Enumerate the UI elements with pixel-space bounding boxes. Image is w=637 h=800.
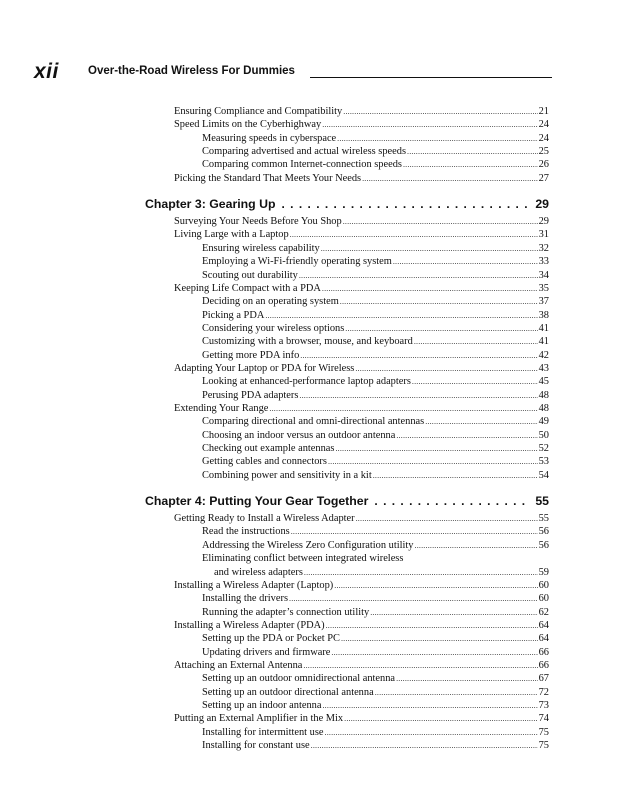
entry-page: 55 <box>538 513 549 525</box>
toc-section-entry[interactable] <box>174 282 549 295</box>
dot-leader <box>375 686 538 699</box>
entry-page: 53 <box>538 456 549 468</box>
entry-title: Chapter 4: Putting Your Gear Together <box>145 494 369 509</box>
toc-section-entry[interactable] <box>174 619 549 632</box>
toc-subsection-entry[interactable] <box>202 145 549 158</box>
entry-title: Adapting Your Laptop or PDA for Wireless <box>174 362 355 374</box>
entry-title: Speed Limits on the Cyberhighway <box>174 119 322 131</box>
dot-leader <box>289 592 538 605</box>
toc-subsection-entry[interactable] <box>202 632 549 645</box>
header-rule <box>310 77 552 78</box>
toc-subsection-entry[interactable] <box>202 309 549 322</box>
entry-title: Ensuring Compliance and Compatibility <box>174 106 343 117</box>
entry-title: Eliminating conflict between integrated wireless <box>202 553 404 565</box>
dot-leader <box>415 539 538 552</box>
entry-page: 56 <box>538 539 549 551</box>
dot-leader <box>282 196 530 212</box>
toc-section-entry[interactable] <box>174 215 549 228</box>
toc-section-entry[interactable] <box>174 512 549 525</box>
entry-page: 33 <box>538 256 549 268</box>
entry-title: Setting up an indoor antenna <box>202 700 322 711</box>
entry-page: 48 <box>538 403 549 414</box>
toc-subsection-entry[interactable] <box>202 349 549 362</box>
running-head-title: Over-the-Road Wireless For Dummies <box>88 65 295 77</box>
entry-title: Picking a PDA <box>202 309 265 321</box>
entry-page: 29 <box>535 197 549 212</box>
toc-subsection-entry[interactable] <box>202 699 549 712</box>
entry-page: 38 <box>538 309 549 321</box>
entry-title: Running the adapter’s connection utility <box>202 606 370 618</box>
toc-subsection-entry[interactable] <box>202 539 549 552</box>
entry-page: 52 <box>538 443 549 455</box>
entry-page: 54 <box>538 469 549 481</box>
toc-subsection-entry[interactable] <box>202 455 549 468</box>
toc-subsection-entry[interactable] <box>202 335 549 348</box>
toc-subsection-entry[interactable] <box>202 726 549 739</box>
entry-page: 31 <box>538 229 549 241</box>
dot-leader <box>343 105 537 118</box>
entry-title: Deciding on an operating system <box>202 296 339 308</box>
entry-page: 66 <box>538 646 549 658</box>
entry-title: Comparing advertised and actual wireless speeds <box>202 146 406 158</box>
toc-subsection-entry[interactable] <box>202 375 549 388</box>
entry-title: Combining power and sensitivity in a kit <box>202 469 372 481</box>
dot-leader <box>425 415 537 428</box>
entry-page: 72 <box>538 686 549 698</box>
entry-page: 55 <box>535 494 549 509</box>
toc-section-entry[interactable] <box>174 228 549 241</box>
entry-page: 50 <box>538 429 549 441</box>
dot-leader <box>337 132 537 145</box>
entry-title: Installing for intermittent use <box>202 726 324 738</box>
entry-page: 62 <box>538 606 549 618</box>
toc-subsection-entry[interactable] <box>202 322 549 335</box>
dot-leader <box>322 699 537 712</box>
dot-leader <box>325 726 538 739</box>
entry-title: Addressing the Wireless Zero Configuration utility <box>202 539 414 551</box>
dot-leader <box>356 512 538 525</box>
chapter-heading[interactable] <box>145 196 549 212</box>
entry-title: Getting more PDA info <box>202 349 300 361</box>
dot-leader <box>326 619 538 632</box>
chapter-heading[interactable] <box>145 493 549 509</box>
dot-leader <box>291 525 538 538</box>
entry-page: 56 <box>538 526 549 538</box>
entry-title: Measuring speeds in cyberspace <box>202 132 337 144</box>
entry-page: 27 <box>538 172 549 184</box>
entry-page: 34 <box>538 269 549 281</box>
entry-page: 42 <box>538 349 549 361</box>
entry-page: 73 <box>538 700 549 711</box>
toc-subsection-entry[interactable] <box>202 415 549 428</box>
dot-leader <box>334 579 537 592</box>
dot-leader <box>362 172 538 185</box>
dot-leader <box>300 349 537 362</box>
dot-leader <box>396 672 538 685</box>
entry-title: Keeping Life Compact with a PDA <box>174 282 321 294</box>
entry-title: Living Large with a Laptop <box>174 229 289 241</box>
toc-subsection-entry[interactable] <box>202 442 549 455</box>
dot-leader <box>370 606 537 619</box>
entry-page: 35 <box>538 282 549 294</box>
entry-title: Setting up an outdoor directional antenna <box>202 686 374 698</box>
dot-leader <box>344 712 537 725</box>
toc-subsection-entry[interactable] <box>202 158 549 171</box>
toc-section-entry[interactable] <box>174 362 549 375</box>
entry-page: 66 <box>538 659 549 671</box>
toc-subsection-entry[interactable] <box>202 739 549 752</box>
entry-title: Installing a Wireless Adapter (Laptop) <box>174 579 334 591</box>
toc-subsection-entry[interactable] <box>202 469 549 482</box>
toc-section-entry[interactable] <box>174 118 549 131</box>
entry-title: Getting cables and connectors <box>202 456 327 468</box>
entry-title: Picking the Standard That Meets Your Needs <box>174 172 362 184</box>
entry-page: 49 <box>538 416 549 428</box>
dot-leader <box>396 429 537 442</box>
entry-title: Putting an External Amplifier in the Mix <box>174 713 344 725</box>
toc-subsection-entry[interactable] <box>202 606 549 619</box>
toc-subsection-entry[interactable] <box>202 295 549 308</box>
entry-title: Employing a Wi-Fi-friendly operating system <box>202 256 392 268</box>
entry-page: 24 <box>538 132 549 144</box>
toc-section-entry[interactable] <box>174 105 549 118</box>
dot-leader <box>328 455 538 468</box>
entry-title: Looking at enhanced-performance laptop adapters <box>202 376 411 388</box>
toc-subsection-entry[interactable] <box>202 255 549 268</box>
entry-page: 32 <box>538 242 549 254</box>
toc-subsection-entry[interactable] <box>202 686 549 699</box>
entry-page: 64 <box>538 619 549 631</box>
toc-subsection-entry[interactable] <box>202 389 549 402</box>
entry-page: 59 <box>538 566 549 578</box>
entry-page: 29 <box>538 216 549 228</box>
entry-page: 74 <box>538 713 549 725</box>
entry-title: Attaching an External Antenna <box>174 659 303 671</box>
entry-page: 21 <box>538 106 549 117</box>
entry-page: 37 <box>538 296 549 308</box>
page-number: xii <box>34 60 59 83</box>
toc-section-entry[interactable] <box>174 712 549 725</box>
dot-leader <box>341 632 538 645</box>
entry-page: 60 <box>538 593 549 605</box>
entry-title: Read the instructions <box>202 526 290 538</box>
entry-title: Considering your wireless options <box>202 322 345 334</box>
entry-title: Updating drivers and firmware <box>202 646 331 658</box>
entry-title: Surveying Your Needs Before You Shop <box>174 216 342 228</box>
entry-title: Installing a Wireless Adapter (PDA) <box>174 619 325 631</box>
toc-subsection-entry[interactable] <box>202 269 549 282</box>
dot-leader <box>393 255 538 268</box>
entry-page: 48 <box>538 389 549 401</box>
dot-leader <box>403 158 538 171</box>
entry-title: Installing the drivers <box>202 593 288 605</box>
entry-page: 60 <box>538 579 549 591</box>
entry-page: 75 <box>538 726 549 738</box>
entry-title: Scouting out durability <box>202 269 298 281</box>
dot-leader <box>299 269 538 282</box>
dot-leader <box>340 295 538 308</box>
dot-leader <box>304 566 538 579</box>
dot-leader <box>331 646 537 659</box>
toc-subsection-entry[interactable] <box>202 592 549 605</box>
entry-page: 43 <box>538 362 549 374</box>
toc-section-entry[interactable] <box>174 172 549 185</box>
dot-leader <box>265 309 537 322</box>
entry-title: Chapter 3: Gearing Up <box>145 197 276 212</box>
toc-section-entry[interactable] <box>174 579 549 592</box>
toc-subsection-entry[interactable] <box>202 429 549 442</box>
entry-title: Installing for constant use <box>202 740 310 752</box>
dot-leader <box>311 739 538 752</box>
entry-page: 41 <box>538 322 549 334</box>
toc-subsection-entry[interactable] <box>202 525 549 538</box>
toc-subsection-entry[interactable] <box>202 242 549 255</box>
entry-page: 75 <box>538 740 549 752</box>
entry-title: Checking out example antennas <box>202 443 335 455</box>
entry-title: Comparing directional and omni-directional antennas <box>202 416 425 428</box>
dot-leader <box>345 322 537 335</box>
entry-title: Setting up the PDA or Pocket PC <box>202 633 340 645</box>
toc-section-entry[interactable] <box>174 402 549 415</box>
entry-title: Customizing with a browser, mouse, and keyboard <box>202 336 413 348</box>
entry-page: 25 <box>538 146 549 158</box>
dot-leader <box>290 228 538 241</box>
entry-title: and wireless adapters <box>214 566 303 578</box>
toc-section-entry[interactable] <box>174 659 549 672</box>
entry-title: Comparing common Internet-connection speeds <box>202 159 402 171</box>
dot-leader <box>299 389 537 402</box>
entry-page: 45 <box>538 376 549 388</box>
toc-subsection-entry[interactable] <box>202 132 549 145</box>
dot-leader <box>322 282 538 295</box>
dot-leader <box>322 118 537 131</box>
dot-leader <box>303 659 537 672</box>
entry-title: Setting up an outdoor omnidirectional antenna <box>202 673 396 685</box>
dot-leader <box>414 335 538 348</box>
toc-subsection-entry[interactable] <box>214 566 549 579</box>
entry-title: Ensuring wireless capability <box>202 242 320 254</box>
dot-leader <box>355 362 537 375</box>
entry-page: 67 <box>538 673 549 685</box>
dot-leader <box>373 469 538 482</box>
entry-page: 24 <box>538 119 549 131</box>
dot-leader <box>407 145 538 158</box>
toc-subsection-entry[interactable] <box>202 552 549 565</box>
dot-leader <box>374 493 529 509</box>
toc-subsection-entry[interactable] <box>202 672 549 685</box>
entry-page: 41 <box>538 336 549 348</box>
toc-subsection-entry[interactable] <box>202 646 549 659</box>
dot-leader <box>335 442 537 455</box>
entry-title: Extending Your Range <box>174 403 269 414</box>
dot-leader <box>321 242 538 255</box>
entry-title: Choosing an indoor versus an outdoor antenna <box>202 429 396 441</box>
dot-leader <box>343 215 538 228</box>
entry-title: Perusing PDA adapters <box>202 389 299 401</box>
entry-page: 26 <box>538 159 549 171</box>
dot-leader <box>412 375 538 388</box>
entry-page: 64 <box>538 633 549 645</box>
dot-leader <box>269 402 537 415</box>
entry-title: Getting Ready to Install a Wireless Adapter <box>174 513 355 525</box>
